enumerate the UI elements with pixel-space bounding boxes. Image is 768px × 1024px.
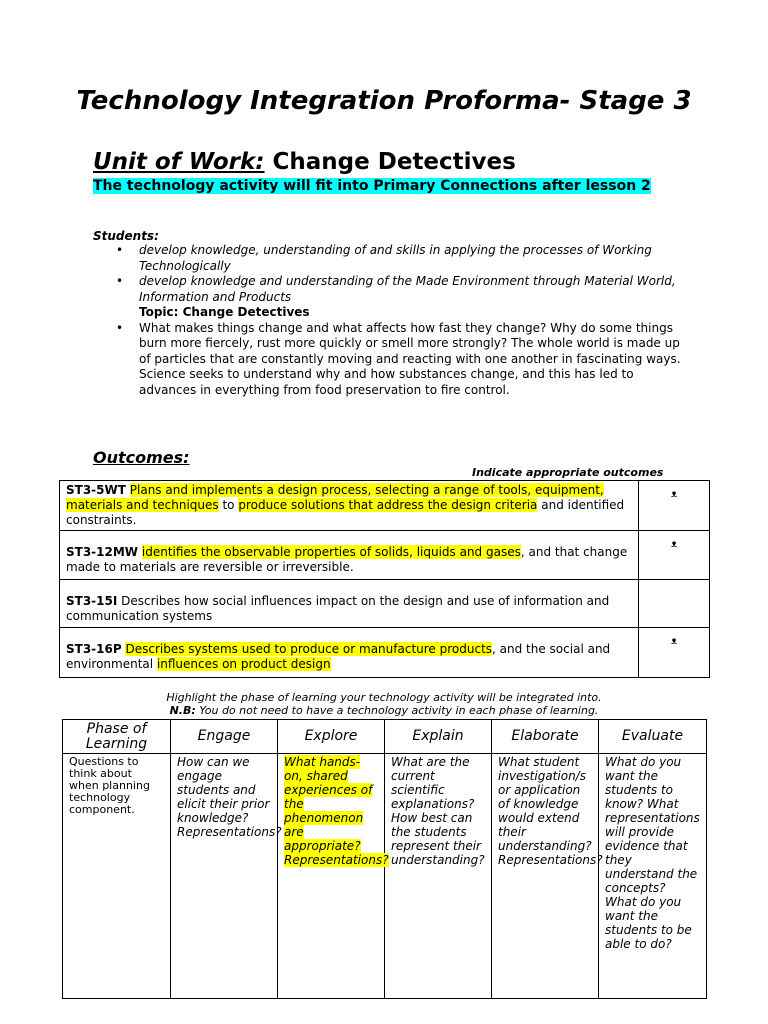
indicate-label: Indicate appropriate outcomes — [472, 466, 664, 479]
bullet-icon: • — [116, 320, 124, 335]
bullet-icon: • — [116, 243, 124, 257]
header-engage: Engage — [171, 720, 278, 754]
phase-note — [60, 691, 708, 717]
unit-label: Unit of Work: — [93, 149, 265, 175]
header-evaluate: Evaluate — [599, 720, 707, 754]
unit-of-work-heading — [93, 149, 516, 175]
nb-text: You do not need to have a technology activity in each phase of learning. — [195, 704, 599, 717]
outcome-mark — [639, 580, 710, 628]
table-row — [63, 754, 707, 999]
cell-questions: Questions to think about when planning technology component. — [63, 754, 171, 999]
outcome-mark: ᴥ — [639, 531, 710, 580]
cell-explain: What are the current scientific explanations? How best can the students represent their understanding? — [385, 754, 492, 999]
cell-engage: How can we engage students and elicit their prior knowledge? Representations? — [171, 754, 278, 999]
nb-line — [60, 704, 708, 717]
header-explain: Explain — [385, 720, 492, 754]
outcome-mark: ᴥ — [639, 481, 710, 531]
topic-line: Topic: Change Detectives — [139, 305, 310, 319]
fit-note-text: The technology activity will fit into Primary Connections after lesson 2 — [93, 178, 651, 194]
table-row — [60, 580, 710, 628]
cell-evaluate: What do you want the students to know? What representations will provide evidence that they understand the concepts? What do you want the students to be able to do? — [599, 754, 707, 999]
list-item: • develop knowledge and understanding of the Made Environment through Material World, Information and Products — [116, 274, 676, 304]
students-heading: Students: — [93, 229, 159, 243]
cell-explore: What hands-on, shared experiences of the phenomenon are appropriate? Representations? — [278, 754, 385, 999]
header-elaborate: Elaborate — [492, 720, 599, 754]
outcome-cell: ST3-15I Describes how social influences impact on the design and use of information and communication systems — [60, 580, 639, 628]
table-row — [60, 531, 710, 580]
header-phase: Phase of Learning — [63, 720, 171, 754]
list-item: • develop knowledge, understanding of and skills in applying the processes of Working Technologically — [116, 243, 652, 273]
phase-of-learning-table — [62, 719, 707, 999]
outcome-cell: ST3-5WT Plans and implements a design process, selecting a range of tools, equipment, materials and techniques to produce solutions that address the design criteria and identified constraints. — [60, 481, 639, 531]
cell-elaborate: What student investigation/s or application of knowledge would extend their understanding? Representations? — [492, 754, 599, 999]
bullet-icon: • — [116, 274, 124, 288]
header-explore: Explore — [278, 720, 385, 754]
outcome-mark: ᴥ — [639, 628, 710, 678]
outcome-cell: ST3-16P Describes systems used to produce or manufacture products, and the social and environmental influences on product design — [60, 628, 639, 678]
phase-note-line: Highlight the phase of learning your technology activity will be integrated into. — [166, 691, 602, 704]
list-item: • What makes things change and what affects how fast they change? Why do some things burn more fiercely, rust more quickly or smell more strongly? The whole world is made up of particles that are constantly moving and reacting with one another in fascinating ways. Science seeks to understand why and how substances change, and this has led to advances in everything from food preservation to fire control. — [116, 320, 681, 397]
table-row — [60, 481, 710, 531]
unit-name: Change Detectives — [272, 149, 516, 175]
table-row — [60, 628, 710, 678]
table-header-row — [63, 720, 707, 754]
page-title: Technology Integration Proforma- Stage 3 — [76, 86, 692, 116]
outcomes-table — [59, 480, 710, 678]
students-list — [113, 243, 683, 398]
outcome-cell: ST3-12MW identifies the observable properties of solids, liquids and gases, and that change made to materials are reversible or irreversible. — [60, 531, 639, 580]
nb-label: N.B: — [169, 704, 196, 717]
fit-note — [93, 178, 653, 195]
outcomes-heading: Outcomes: — [93, 448, 190, 467]
